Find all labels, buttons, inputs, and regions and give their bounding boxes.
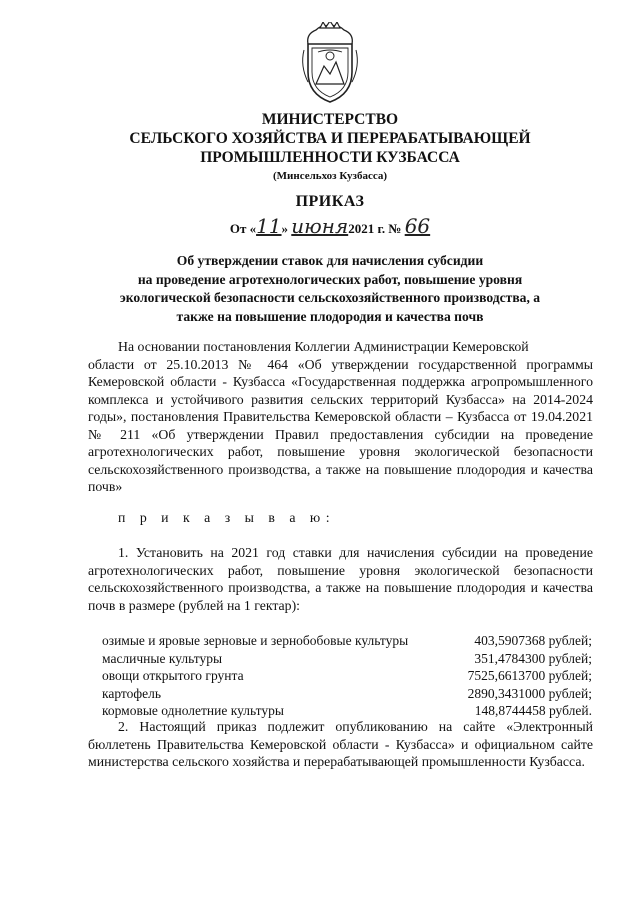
order-subject <box>60 252 600 326</box>
item1-text: 1. Установить на 2021 год ставки для начисления субсидии на проведение агротехнологических работ, повышение уровня экологической безопасности сельскохозяйственного производства, а также на повышение плодородия и качества почв в размере (рублей на 1 гектар): <box>88 545 593 613</box>
rate-row <box>102 702 592 720</box>
ministry-name-line3: ПРОМЫШЛЕННОСТИ КУЗБАССА <box>200 149 460 166</box>
rate-value: 148,8744458 рублей. <box>474 703 592 718</box>
basis-text-rest: области от 25.10.2013 № 464 «Об утверждении государственной программы Кемеровской области - Кузбасса «Государственная поддержка агропромышленного комплекса и устойчивого развития сельских территорий Кузбасса» на 2014-2024 годы», постановления Правительства Кемеровской области – Кузбасса от 19.04.2021 № 211 «Об утверждении Правил предоставления субсидии на проведение агротехнологических работ, повышение уровня экологической безопасности сельскохозяйственного производства, а также на повышение плодородия и качества почв» <box>88 356 593 494</box>
rate-crop: озимые и яровые зерновые и зернобобовые культуры <box>102 633 409 648</box>
coat-of-arms-emblem <box>298 22 362 104</box>
order-month-handwritten: июня <box>291 214 349 238</box>
rate-value: 7525,6613700 рублей; <box>467 668 592 683</box>
ministry-name-line2: СЕЛЬСКОГО ХОЗЯЙСТВА И ПЕРЕРАБАТЫВАЮЩЕЙ <box>129 130 531 147</box>
basis-text-first: На основании постановления Коллегии Администрации Кемеровской <box>118 339 529 354</box>
rate-row <box>102 685 592 703</box>
rate-row <box>102 632 592 650</box>
order-date-number <box>0 214 640 238</box>
subject-line4: также на повышение плодородия и качества почв <box>176 308 484 324</box>
rate-crop: кормовые однолетние культуры <box>102 703 284 718</box>
item2-paragraph <box>88 718 593 771</box>
ministry-short-name: (Минсельхоз Кузбасса) <box>272 170 388 182</box>
rate-row <box>102 667 592 685</box>
subject-line1: Об утверждении ставок для начисления субсидии <box>176 253 484 268</box>
order-year-label: 2021 г. № <box>348 221 402 236</box>
rate-row <box>102 650 592 668</box>
rate-crop: картофель <box>102 685 162 701</box>
subject-line3: экологической безопасности сельскохозяйственного производства, а <box>119 290 541 305</box>
order-day-handwritten: 11 <box>256 214 282 238</box>
item1-paragraph <box>88 544 593 614</box>
rate-value: 351,4784300 рублей; <box>474 650 592 666</box>
order-from-label: От « <box>229 221 257 236</box>
basis-paragraph <box>88 338 593 496</box>
rate-crop: масличные культуры <box>102 650 223 666</box>
rate-value: 2890,3431000 рублей; <box>467 685 592 701</box>
subject-line2: на проведение агротехнологических работ, повышение уровня <box>137 271 523 287</box>
order-number-handwritten: 66 <box>404 214 431 238</box>
rates-list <box>102 632 592 720</box>
rate-value: 403,5907368 рублей; <box>474 633 592 648</box>
rate-crop: овощи открытого грунта <box>102 668 244 683</box>
ministry-header <box>70 110 590 183</box>
order-title: ПРИКАЗ <box>295 193 365 210</box>
prikazyvayu-label: п р и к а з ы в а ю: <box>118 510 336 525</box>
ministry-name-line1: МИНИСТЕРСТВО <box>261 111 399 128</box>
order-quote-close: » <box>281 221 289 236</box>
item2-text: 2. Настоящий приказ подлежит опубликованию на сайте «Электронный бюллетень Правительства Кемеровской области - Кузбасса» и официальном сайте министерства сельского хозяйства и перерабатывающей промышленности Кузбасса. <box>88 719 593 769</box>
